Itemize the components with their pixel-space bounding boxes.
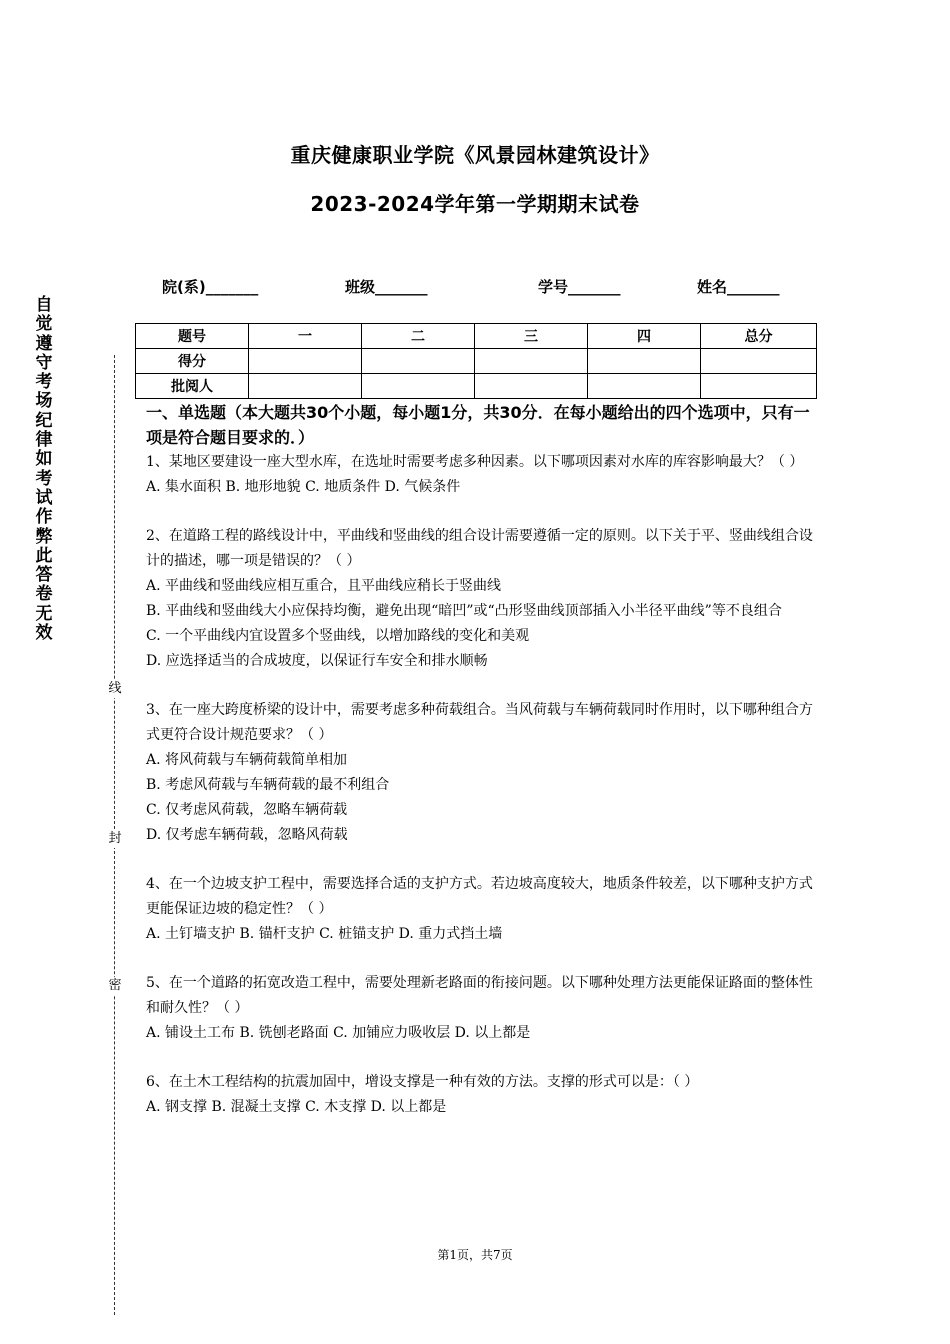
student-id-field: 学号_______ (538, 278, 621, 296)
question-stem: 6、在土木工程结构的抗震加固中，增设支撑是一种有效的方法。支撑的形式可以是：（ ） (146, 1074, 699, 1090)
option-c: C. 一个平曲线内宜设置多个竖曲线，以增加路线的变化和美观 (146, 628, 530, 644)
option-d: D. 应选择适当的合成坡度，以保证行车安全和排水顺畅 (146, 653, 488, 669)
question-options: A. 铺设土工布 B. 铣刨老路面 C. 加铺应力吸收层 D. 以上都是 (146, 1025, 531, 1041)
question-5 (146, 971, 818, 1046)
exam-title: 重庆健康职业学院《风景园林建筑设计》 (290, 143, 660, 167)
score-cell (249, 349, 362, 374)
score-row-label: 得分 (136, 349, 249, 374)
score-table (135, 323, 817, 399)
department-field: 院(系)_______ (162, 278, 259, 296)
score-header-cell: 二 (362, 324, 475, 349)
question-3 (146, 698, 818, 848)
name-field: 姓名_______ (697, 278, 780, 296)
seal-seal-char: 封 (106, 830, 124, 848)
exam-subtitle: 2023-2024学年第一学期期末试卷 (310, 192, 640, 216)
seal-secret-char: 密 (106, 977, 124, 995)
reviewer-cell (362, 374, 475, 399)
option-d: D. 仅考虑车辆荷载，忽略风荷载 (146, 827, 348, 843)
question-1 (146, 450, 818, 500)
option-a: A. 将风荷载与车辆荷载简单相加 (146, 752, 348, 768)
score-cell (588, 349, 701, 374)
exam-content (146, 400, 818, 1120)
question-stem: 1、某地区要建设一座大型水库，在选址时需要考虑多种因素。以下哪项因素对水库的库容影响最大？（ ） (146, 454, 804, 470)
score-header-cell: 总分 (701, 324, 817, 349)
option-a: A. 平曲线和竖曲线应相互重合，且平曲线应稍长于竖曲线 (146, 578, 502, 594)
score-table-header-row (136, 324, 817, 349)
option-b: B. 平曲线和竖曲线大小应保持均衡，避免出现“暗凹”或“凸形竖曲线顶部插入小半径平曲线”等不良组合 (146, 603, 782, 619)
reviewer-row (136, 374, 817, 399)
question-4 (146, 872, 818, 947)
score-header-cell: 三 (475, 324, 588, 349)
score-row (136, 349, 817, 374)
reviewer-cell (475, 374, 588, 399)
seal-line-char: 线 (106, 680, 124, 698)
question-stem: 5、在一个道路的拓宽改造工程中，需要处理新老路面的衔接问题。以下哪种处理方法更能保证路面的整体性和耐久性？（ ） (146, 975, 813, 1016)
class-field: 班级_______ (345, 278, 428, 296)
question-stem: 3、在一座大跨度桥梁的设计中，需要考虑多种荷载组合。当风荷载与车辆荷载同时作用时，以下哪种组合方式更符合设计规范要求？（ ） (146, 702, 813, 743)
question-2 (146, 524, 818, 674)
score-header-cell: 四 (588, 324, 701, 349)
page-number: 第1页，共7页 (437, 1248, 513, 1262)
reviewer-row-label: 批阅人 (136, 374, 249, 399)
reviewer-cell (701, 374, 817, 399)
exam-discipline-notice: 自觉遵守考场纪律如考试作弊此答卷无效 (35, 295, 53, 644)
reviewer-cell (588, 374, 701, 399)
reviewer-cell (249, 374, 362, 399)
score-cell (701, 349, 817, 374)
score-cell (362, 349, 475, 374)
question-options: A. 钢支撑 B. 混凝土支撑 C. 木支撑 D. 以上都是 (146, 1099, 447, 1115)
option-b: B. 考虑风荷载与车辆荷载的最不利组合 (146, 777, 390, 793)
section-title: 一、单选题（本大题共30个小题，每小题1分，共30分．在每小题给出的四个选项中，只有一项是符合题目要求的．） (146, 403, 810, 447)
score-cell (475, 349, 588, 374)
question-6 (146, 1070, 818, 1120)
question-options: A. 集水面积 B. 地形地貌 C. 地质条件 D. 气候条件 (146, 479, 461, 495)
score-header-cell: 一 (249, 324, 362, 349)
score-header-cell: 题号 (136, 324, 249, 349)
option-c: C. 仅考虑风荷载，忽略车辆荷载 (146, 802, 348, 818)
question-stem: 2、在道路工程的路线设计中，平曲线和竖曲线的组合设计需要遵循一定的原则。以下关于平、竖曲线组合设计的描述，哪一项是错误的？（ ） (146, 528, 813, 569)
question-stem: 4、在一个边坡支护工程中，需要选择合适的支护方式。若边坡高度较大，地质条件较差，以下哪种支护方式更能保证边坡的稳定性？（ ） (146, 876, 813, 917)
question-options: A. 土钉墙支护 B. 锚杆支护 C. 桩锚支护 D. 重力式挡土墙 (146, 926, 503, 942)
